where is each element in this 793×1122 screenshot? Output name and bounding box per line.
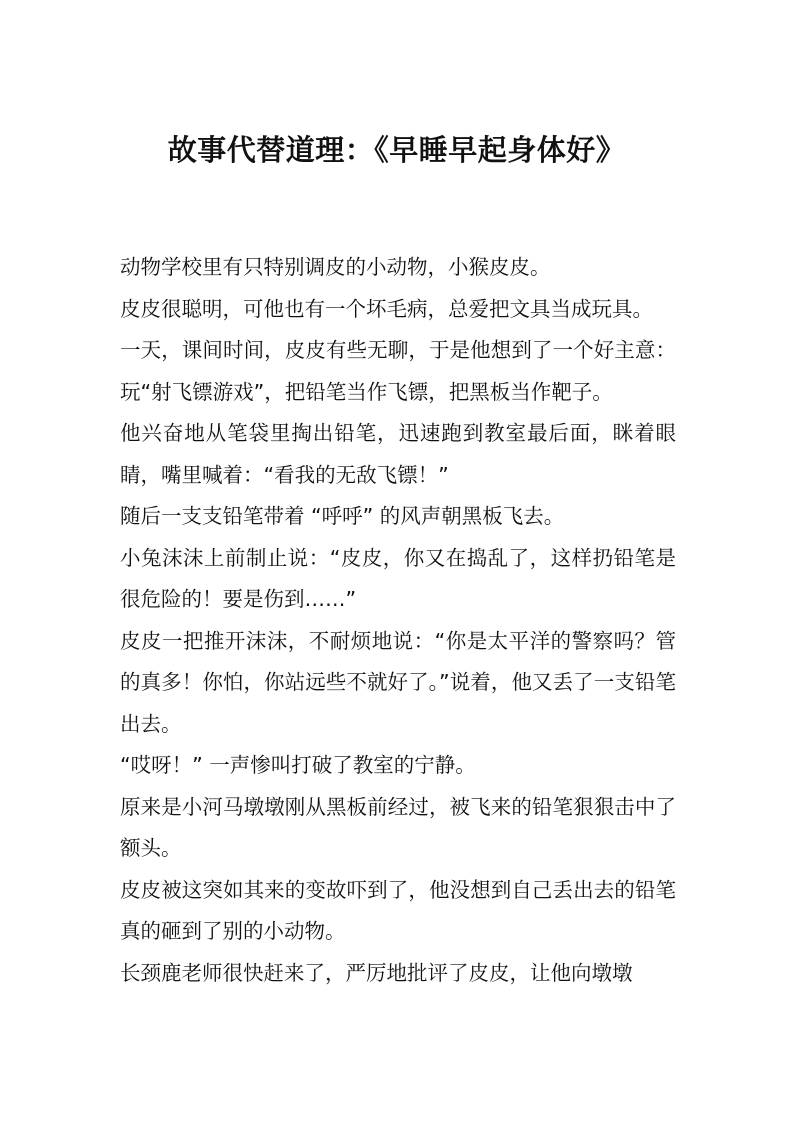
story-body xyxy=(120,247,676,994)
paragraph-5: 随后一支支铅笔带着 “呼呼” 的风声朝黑板飞去。 xyxy=(120,504,565,528)
paragraph-6: 小兔沫沫上前制止说：“皮皮，你又在捣乱了，这样扔铅笔是很危险的！要是伤到……” xyxy=(120,545,676,611)
paragraph-7: 皮皮一把推开沫沫，不耐烦地说：“你是太平洋的警察吗？管的真多！你怕，你站远些不就好了。”说着，他又丢了一支铅笔出去。 xyxy=(120,628,676,736)
paragraph-4: 他兴奋地从笔袋里掏出铅笔，迅速跑到教室最后面，眯着眼睛，嘴里喊着：“看我的无敌飞镖！” xyxy=(120,421,676,487)
paragraph-9: 原来是小河马墩墩刚从黑板前经过，被飞来的铅笔狠狠击中了额头。 xyxy=(120,794,676,860)
paragraph-2: 皮皮很聪明，可他也有一个坏毛病，总爱把文具当成玩具。 xyxy=(120,296,653,321)
paragraph-10: 皮皮被这突如其来的变故吓到了，他没想到自己丢出去的铅笔真的砸到了别的小动物。 xyxy=(120,877,676,943)
paragraph-11: 长颈鹿老师很快赶来了，严厉地批评了皮皮，让他向墩墩 xyxy=(120,960,633,985)
paragraph-8: “哎呀！” 一声惨叫打破了教室的宁静。 xyxy=(120,753,476,777)
document-title: 故事代替道理：《早睡早起身体好》 xyxy=(167,133,626,167)
paragraph-3: 一天，课间时间，皮皮有些无聊，于是他想到了一个好主意：玩“射飞镖游戏”，把铅笔当作飞镖，把黑板当作靶子。 xyxy=(120,338,676,404)
paragraph-1: 动物学校里有只特别调皮的小动物，小猴皮皮。 xyxy=(120,255,551,279)
